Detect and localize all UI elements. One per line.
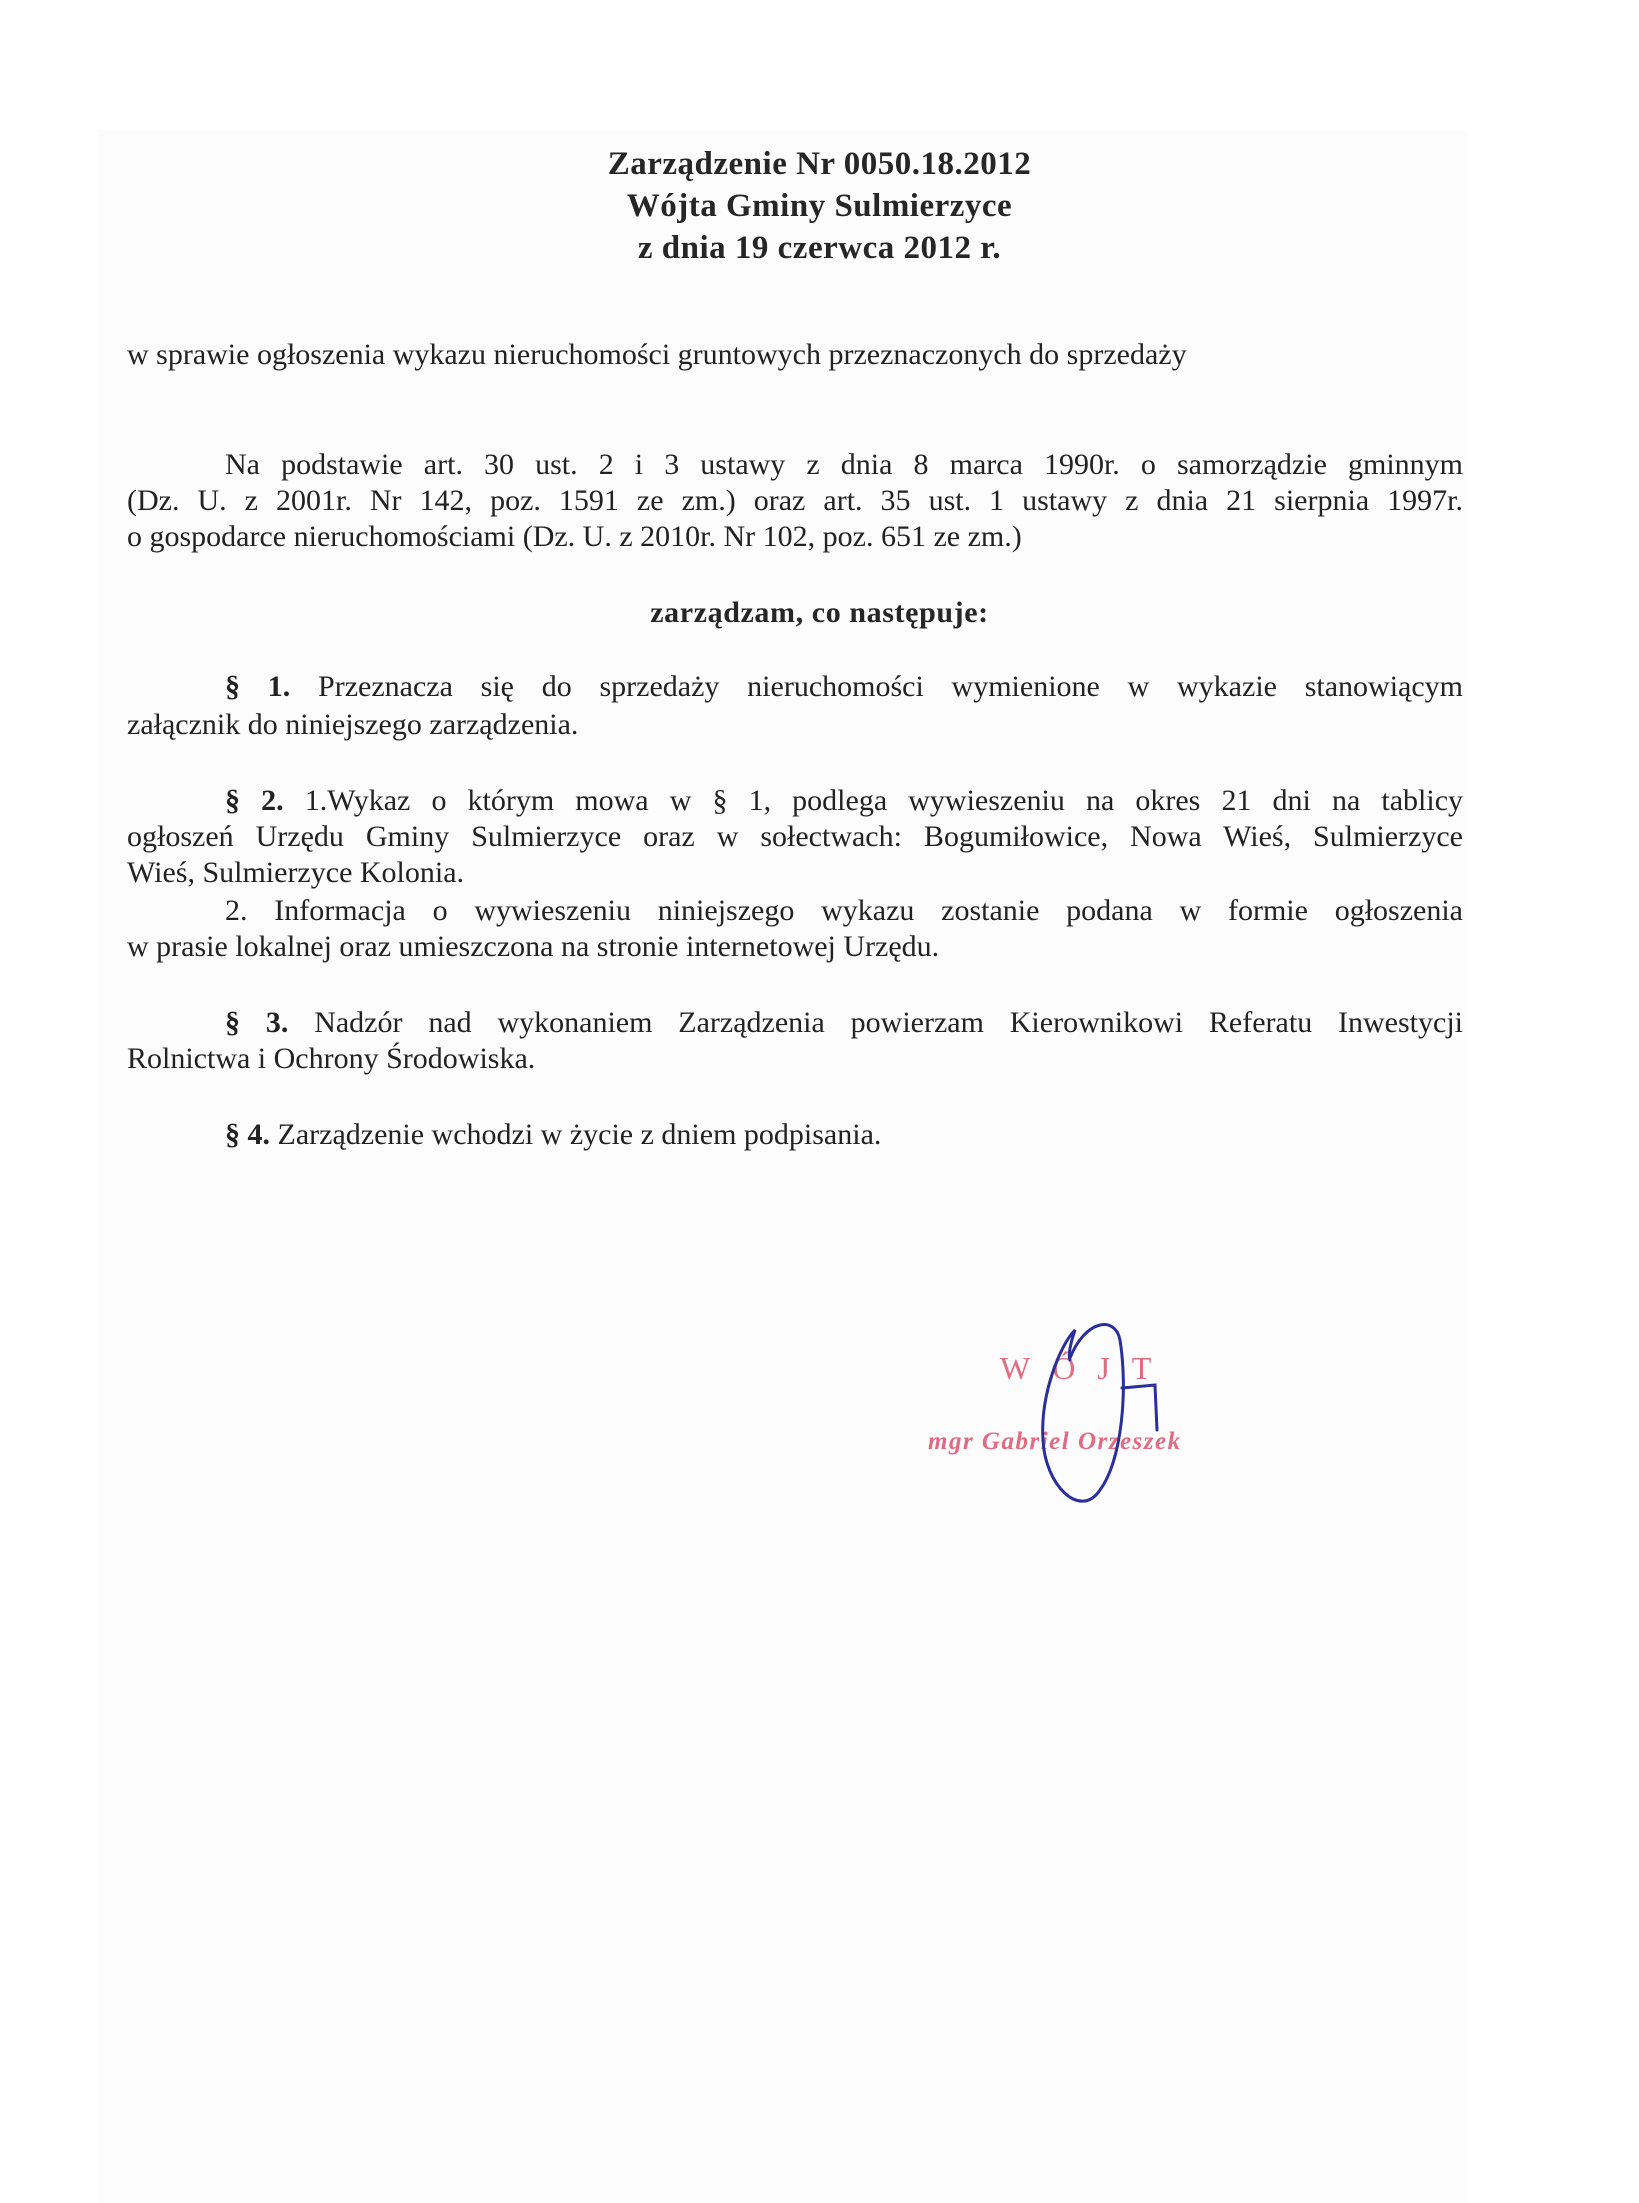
section-3-mark: § 3. xyxy=(225,1006,289,1039)
handwritten-signature xyxy=(900,1300,1280,1550)
section-2-text: 1.Wykaz o którym mowa w § 1, podlega wywieszeniu na okres 21 dni na tablicy xyxy=(304,784,1464,817)
signature-stroke xyxy=(1043,1325,1124,1502)
preamble-line: (Dz. U. z 2001r. Nr 142, poz. 1591 ze zm.) oraz art. 35 ust. 1 ustawy z dnia 21 sierpnia 1997r. xyxy=(127,484,1463,517)
section-2-line: w prasie lokalnej oraz umieszczona na stronie internetowej Urzędu. xyxy=(127,930,940,963)
section-1-text: Przeznacza się do sprzedaży nieruchomości wymienione w wykazie stanowiącym xyxy=(318,670,1464,703)
section-2-line: 2. Informacja o wywieszeniu niniejszego wykazu zostanie podana w formie ogłoszenia xyxy=(225,894,1463,927)
document-date: z dnia 19 czerwca 2012 r. xyxy=(637,230,1002,266)
section-3-line xyxy=(127,1006,1463,1040)
section-1-line xyxy=(127,670,1463,704)
section-2-line: Wieś, Sulmierzyce Kolonia. xyxy=(127,856,465,889)
section-2-mark: § 2. xyxy=(225,784,284,817)
section-3-line: Rolnictwa i Ochrony Środowiska. xyxy=(127,1042,536,1075)
document-title: Zarządzenie Nr 0050.18.2012 xyxy=(607,146,1032,182)
section-1-line: załącznik do niniejszego zarządzenia. xyxy=(127,708,579,741)
section-4-text: Zarządzenie wchodzi w życie z dniem podpisania. xyxy=(277,1118,882,1151)
document-subject: w sprawie ogłoszenia wykazu nieruchomości gruntowych przeznaczonych do sprzedaży xyxy=(127,338,1187,371)
signature-stroke xyxy=(1122,1385,1157,1430)
section-1-mark: § 1. xyxy=(225,670,291,703)
preamble-line: o gospodarce nieruchomościami (Dz. U. z 2010r. Nr 102, poz. 651 ze zm.) xyxy=(127,520,1022,553)
section-4-mark: § 4. xyxy=(225,1118,270,1151)
stamp-name: mgr Gabriel Orzeszek xyxy=(928,1428,1182,1455)
preamble-line: Na podstawie art. 30 ust. 2 i 3 ustawy z dnia 8 marca 1990r. o samorządzie gminnym xyxy=(225,448,1463,481)
section-2-line: ogłoszeń Urzędu Gminy Sulmierzyce oraz w sołectwach: Bogumiłowice, Nowa Wieś, Sulmierzyce xyxy=(127,820,1463,853)
decree-heading: zarządzam, co następuje: xyxy=(650,596,989,629)
document-issuer: Wójta Gminy Sulmierzyce xyxy=(626,188,1013,224)
official-stamp xyxy=(900,1300,1280,1550)
stamp-title: WÓJT xyxy=(1000,1350,1174,1386)
section-2-line xyxy=(127,784,1463,818)
section-3-text: Nadzór nad wykonaniem Zarządzenia powierzam Kierownikowi Referatu Inwestycji xyxy=(314,1006,1463,1039)
section-4-line xyxy=(127,1118,1463,1152)
